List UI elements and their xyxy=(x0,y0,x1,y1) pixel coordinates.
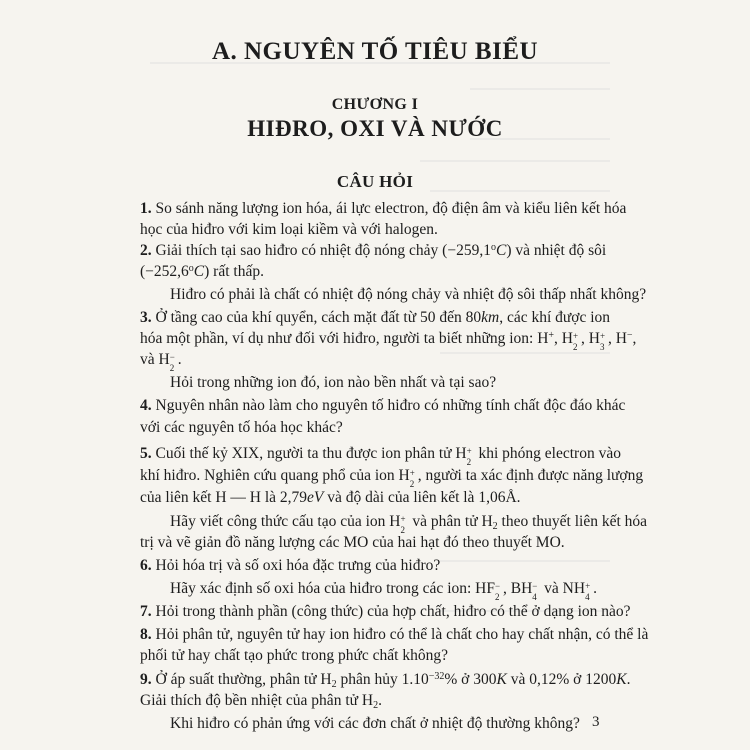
question-number: 8. xyxy=(140,626,152,643)
question-5-line-3: của liên kết H — H là 2,79eV và độ dài của liên kết là 1,06Å. xyxy=(140,489,521,506)
question-2-line-3: Hiđro có phải là chất có nhiệt độ nóng chảy và nhiệt độ sôi thấp nhất không? xyxy=(170,286,647,303)
question-5-line-4: Hãy viết công thức cấu tạo của ion H + 2 và phân tử $H_2$ theo thuyết liên kết hóa xyxy=(170,513,648,535)
question-1-line-1: 1. So sánh năng lượng ion hóa, ái lực electron, độ điện âm và kiểu liên kết hóa xyxy=(140,200,627,217)
question-5-line-2: khí hiđro. Nghiên cứu quang phổ của ion H + 2 , người ta xác định được năng lượng xyxy=(140,467,644,489)
question-1-line-2: học của hiđro với kim loại kiềm và với halogen. xyxy=(140,221,438,238)
question-number: 1. xyxy=(140,200,152,217)
question-number: 6. xyxy=(140,557,152,574)
chapter-title: HIĐRO, OXI VÀ NƯỚC xyxy=(247,116,503,141)
question-4-line-2: với các nguyên tố hóa học khác? xyxy=(140,419,343,436)
question-3-line-1: 3. Ở tầng cao của khí quyển, cách mặt đất từ 50 đến 80km, các khí được ion xyxy=(140,309,611,326)
question-number: 2. xyxy=(140,242,152,259)
question-number: 9. xyxy=(140,671,152,688)
question-8-line-1: 8. Hỏi phân tử, nguyên tử hay ion hiđro có thể là chất cho hay chất nhận, có thể là xyxy=(140,626,649,643)
question-6-line-2: Hãy xác định số oxi hóa của hiđro trong các ion: HF − 2 , BH − 4 và NH + 4 . xyxy=(170,580,597,602)
question-6-line-1: 6. Hỏi hóa trị và số oxi hóa đặc trưng của hiđro? xyxy=(140,557,441,574)
question-2-line-2: $(-252,6^oC)$ rất thấp. xyxy=(140,263,264,280)
question-3-line-2: hóa một phần, ví dụ như đối với hiđro, người ta biết những ion: H+, H + 2 , H + 3 , H−, xyxy=(140,330,637,352)
question-number: 4. xyxy=(140,397,152,414)
question-number: 5. xyxy=(140,445,152,462)
question-5-line-1: 5. Cuối thế kỷ XIX, người ta thu được ion phân tử H + 2 khi phóng electron vào xyxy=(140,445,621,467)
question-8-line-2: phối tử hay chất tạo phức trong phức chất không? xyxy=(140,647,448,664)
question-3-line-4: Hỏi trong những ion đó, ion nào bền nhất và tại sao? xyxy=(170,374,497,391)
question-7-line-1: 7. Hỏi trong thành phần (công thức) của hợp chất, hiđro có thể ở dạng ion nào? xyxy=(140,603,631,620)
question-9-line-3: Khi hiđro có phản ứng với các đơn chất ở nhiệt độ thường không? xyxy=(170,715,580,732)
question-number: 3. xyxy=(140,309,152,326)
question-3-line-3: và H − 2 . xyxy=(140,351,182,373)
question-9-line-2: Giải thích độ bền nhiệt của phân tử $H_2$. xyxy=(140,692,382,711)
part-title: A. NGUYÊN TỐ TIÊU BIỂU xyxy=(211,38,539,65)
chapter-label: CHƯƠNG I xyxy=(331,96,419,113)
question-9-line-1: 9. Ở áp suất thường, phân tử $H_2$ phân hủy $1.10^{-32}\%$ ở 300K và 0,12% ở 1200K. xyxy=(140,671,631,690)
question-5-line-5: trị và vẽ giản đồ năng lượng các MO của hai hạt đó theo thuyết MO. xyxy=(140,534,565,551)
question-number: 7. xyxy=(140,603,152,620)
question-2-line-1: 2. Giải thích tại sao hiđro có nhiệt độ nóng chảy $(-259,1^oC)$ và nhiệt độ sôi xyxy=(140,242,607,259)
section-heading: CÂU HỎI xyxy=(336,172,414,191)
page-number: 3 xyxy=(592,714,600,730)
question-4-line-1: 4. Nguyên nhân nào làm cho nguyên tố hiđro có những tính chất độc đáo khác xyxy=(140,397,626,414)
